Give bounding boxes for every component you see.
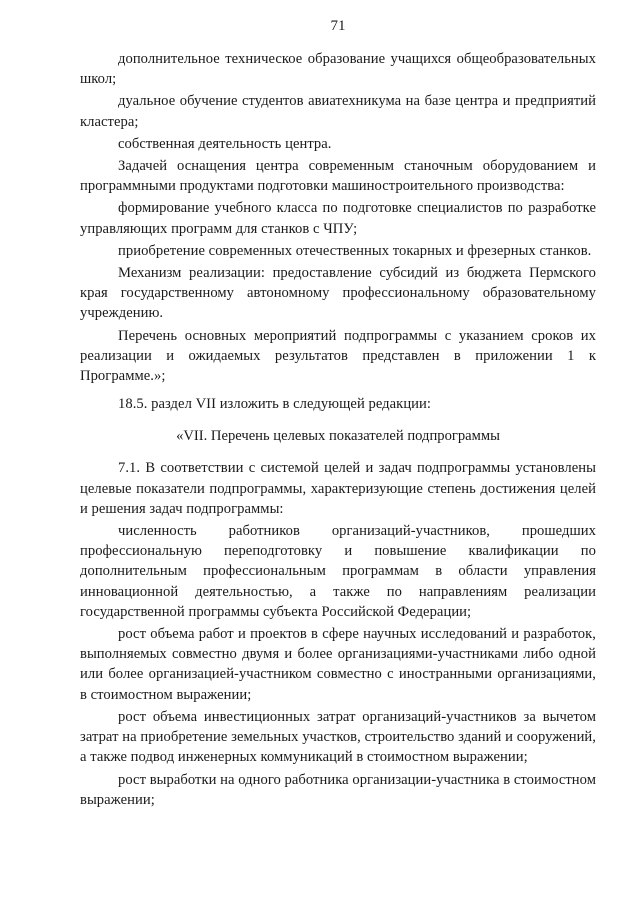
paragraph: формирование учебного класса по подготовке специалистов по разработке управляющих программ для станков с ЧПУ; [80,200,596,237]
page-number: 71 [330,18,346,34]
list-item: рост объема инвестиционных затрат организаций-участников за вычетом затрат на приобретение земельных участков, строительство зданий и сооружений, а также подвод инженерных коммуникаций в стоимостном выражении; [80,708,596,766]
paragraph: 7.1. В соответствии с системой целей и задач подпрограммы установлены целевые показатели подпрограммы, характеризующие степень достижения целей и решения задач подпрограммы: [80,460,596,517]
paragraph: Задачей оснащения центра современным станочным оборудованием и программными продуктами подготовки машиностроительного производства: [80,158,596,195]
paragraph: собственная деятельность центра. [118,135,332,152]
paragraph: Механизм реализации: предоставление субсидий из бюджета Пермского края государственному автономному профессиональному образовательному учреждению. [80,265,596,322]
paragraph: 18.5. раздел VII изложить в следующей редакции: [118,396,432,413]
paragraph: приобретение современных отечественных токарных и фрезерных станков. [118,242,592,259]
list-item: рост объема работ и проектов в сфере научных исследований и разработок, выполняемых совместно двумя и более организациями-участниками либо одной или более организацией-участником совместно с иностранными организациями, в стоимостном выражении; [80,626,596,703]
paragraph: дуальное обучение студентов авиатехникума на базе центра и предприятий кластера; [80,93,596,130]
list-item: численность работников организаций-участников, прошедших профессиональную переподготовку и повышение квалификации по дополнительным профессиональным программам в области управления инновационной деятельностью, а также по направлениям реализации государственной программы субъекта Российской Федерации; [80,523,596,620]
list-item: рост выработки на одного работника организации-участника в стоимостном выражении; [80,771,597,808]
paragraph: дополнительное техническое образование учащихся общеобразовательных школ; [80,51,596,88]
section-heading: «VII. Перечень целевых показателей подпрограммы [176,428,500,445]
paragraph: Перечень основных мероприятий подпрограммы с указанием сроков их реализации и ожидаемых результатов представлен в приложении 1 к Программе.»; [80,327,596,385]
